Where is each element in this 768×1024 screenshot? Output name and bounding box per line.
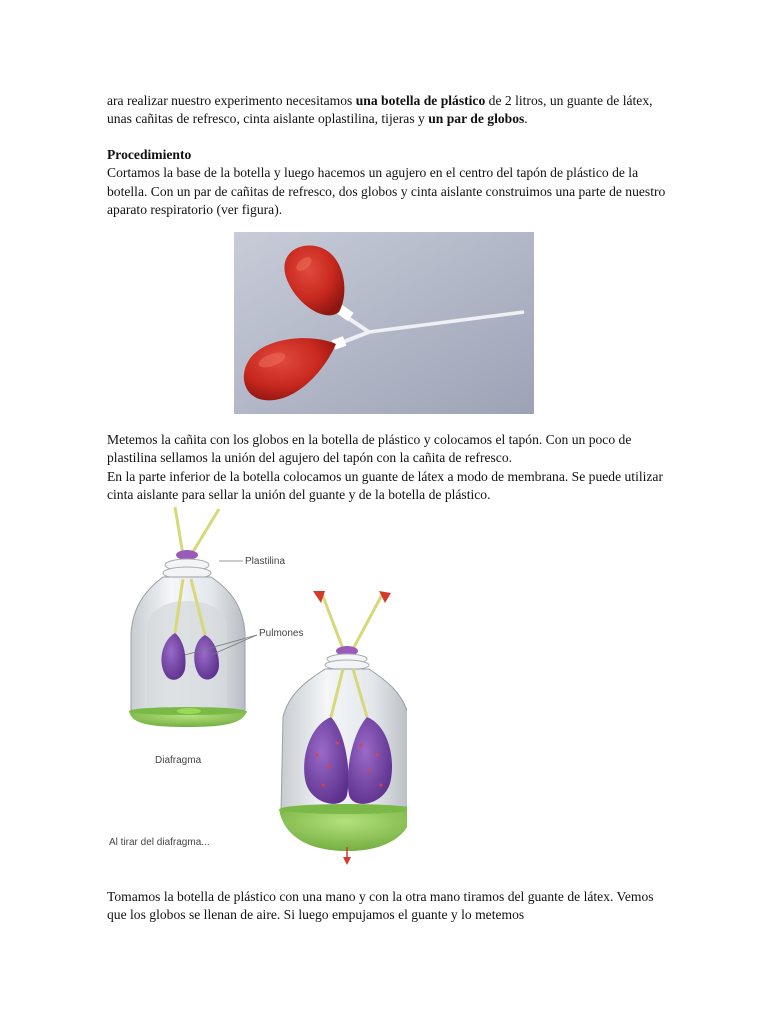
right-diaphragm	[279, 809, 407, 851]
procedure-section	[107, 146, 667, 220]
intro-paragraph	[107, 92, 667, 129]
label-tirar: Al tirar del diafragma...	[109, 837, 210, 848]
intro-bold-balloons: un par de globos	[428, 111, 525, 127]
balloons-photo	[234, 232, 534, 414]
intro-bold-bottle: una botella de plástico	[355, 93, 486, 108]
left-bottle	[129, 507, 247, 727]
step3-paragraph: Tomamos la botella de plástico con una mano y con la otra mano tiramos del guante de látex. Vemos que los globos se llenan de aire. Si luego empujamos el guante y lo metemos	[107, 889, 654, 923]
label-diafragma: Diafragma	[155, 755, 202, 766]
intro-text-3: .	[524, 111, 528, 127]
step2-section	[107, 431, 667, 505]
intro-text-1: ara realizar nuestro experimento necesitamos	[107, 93, 356, 108]
label-plastilina: Plastilina	[245, 556, 286, 567]
step2-line1: Metemos la cañita con los globos en la botella de plástico y colocamos el tapón. Con un poco de plastilina sellamos la unión del agujero del tapón con la cañita de refresco.	[107, 432, 632, 466]
procedure-text: Cortamos la base de la botella y luego hacemos un agujero en el centro del tapón de plástico de la botella. Con un par de cañitas de refresco, dos globos y cinta aislante construimos una parte de nuestro aparato respiratorio (ver figura).	[107, 165, 666, 218]
procedure-heading: Procedimiento	[107, 147, 192, 162]
label-pulmones: Pulmones	[259, 628, 304, 639]
step2-line2: En la parte inferior de la botella colocamos un guante de látex a modo de membrana. Se puede utilizar cinta aislante para sellar la unión del guante y de la botella de plástico.	[107, 468, 663, 503]
lung-model-diagram	[107, 505, 407, 877]
intro-text-2: de 2 litros, un guante de látex, unas cañitas de refresco, cinta aislante oplastilina, tijeras y	[107, 93, 653, 127]
